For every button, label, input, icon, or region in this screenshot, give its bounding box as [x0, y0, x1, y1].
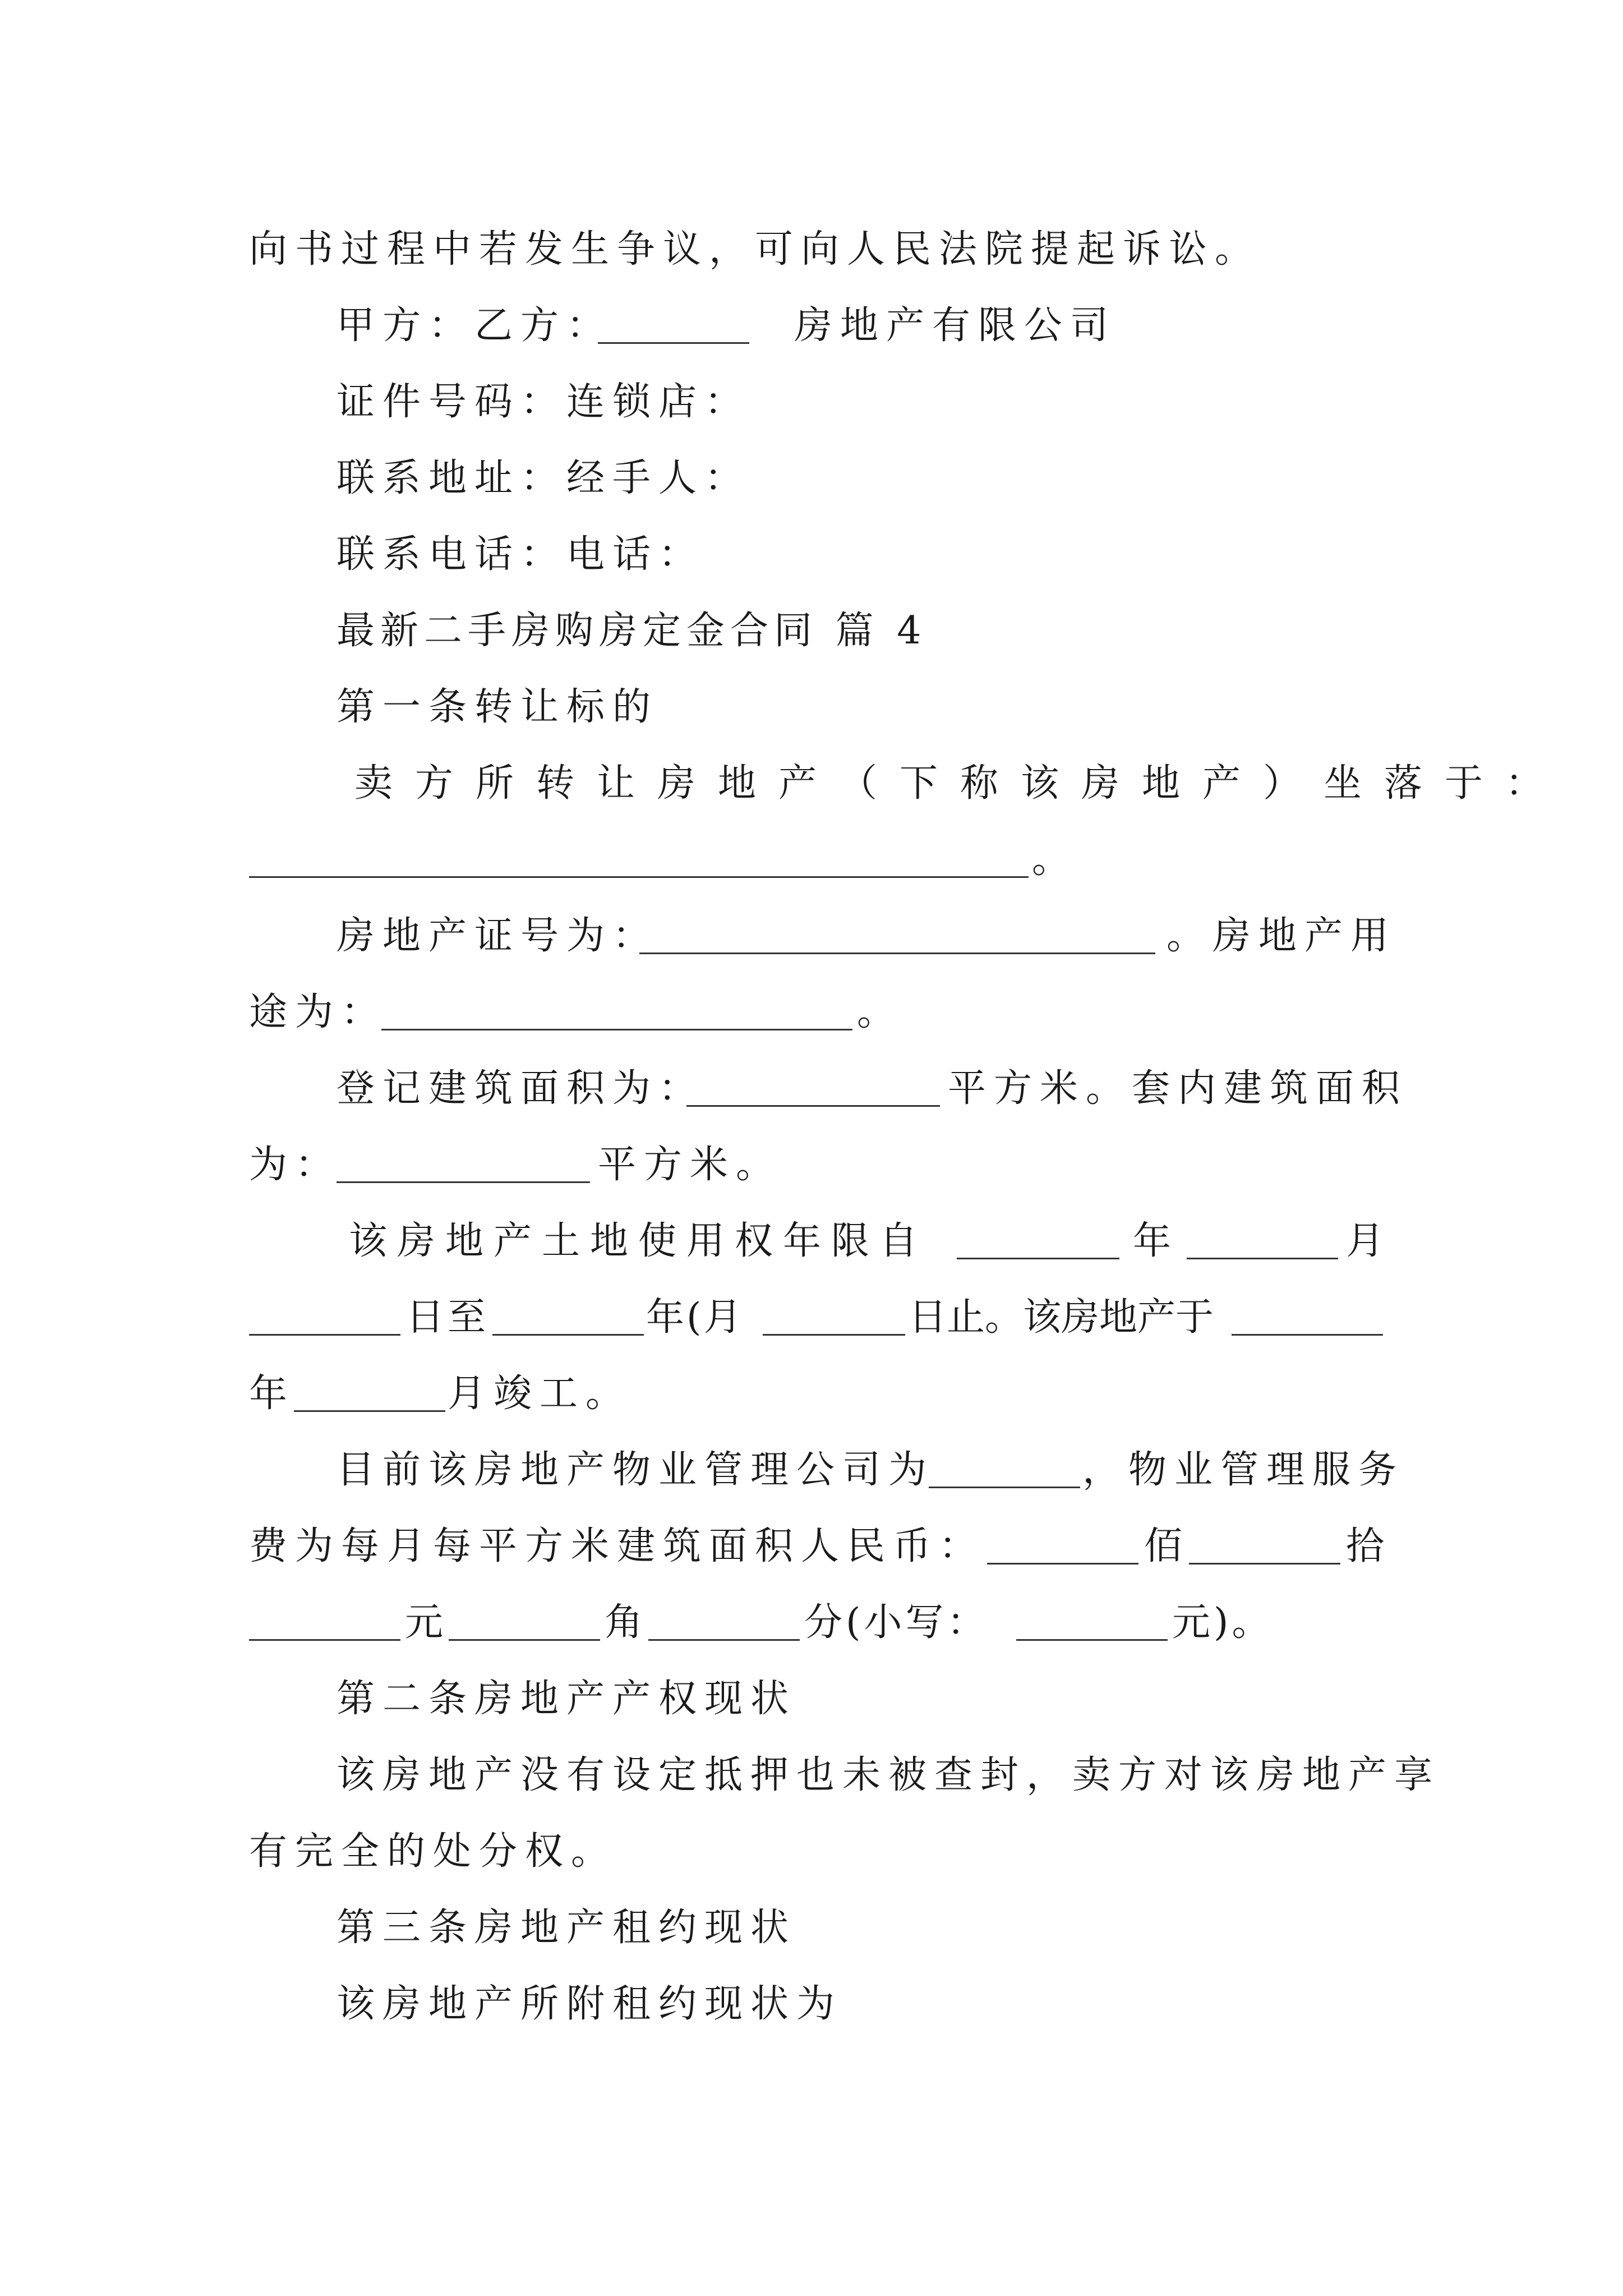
clause-text: 佰: [1144, 1524, 1183, 1568]
fill-in-blank[interactable]: [249, 876, 1029, 878]
fill-in-blank[interactable]: [1016, 1639, 1168, 1641]
article-1-heading: 第一条转让标的: [336, 685, 659, 729]
address-labels: 联系地址：经手人：: [336, 456, 751, 500]
phone-labels: 联系电话：电话：: [336, 532, 705, 577]
clause-text: 为：: [249, 1143, 342, 1187]
clause-text: 该房地产土地使用权年限自: [349, 1219, 928, 1263]
clause-text: 费为每月每平方米建筑面积人民币：: [249, 1524, 985, 1568]
clause-text: 登记建筑面积为：: [336, 1066, 705, 1111]
fill-in-blank[interactable]: [763, 1334, 905, 1336]
fill-in-blank[interactable]: [1187, 1258, 1338, 1259]
clause-text: 年: [1133, 1219, 1172, 1263]
clause-text: 日至: [406, 1295, 490, 1340]
company-suffix: 房地产有限公司: [794, 303, 1117, 348]
fill-in-blank[interactable]: [381, 1029, 852, 1030]
clause-text: 年: [249, 1372, 288, 1416]
fill-in-blank[interactable]: [249, 1334, 400, 1336]
article-2-heading: 第二条房地产产权现状: [336, 1677, 797, 1721]
fill-in-blank[interactable]: [957, 1258, 1119, 1259]
article-3-heading: 第三条房地产租约现状: [336, 1906, 797, 1950]
clause-text: 。房地产用: [1166, 914, 1397, 958]
clause-text: 平方米。套内建筑面积: [948, 1066, 1408, 1111]
fill-in-blank[interactable]: [929, 1487, 1080, 1488]
clause-text: 年(月: [646, 1295, 744, 1340]
clause-text: 月竣工。: [448, 1372, 632, 1416]
fill-in-blank[interactable]: [449, 1639, 600, 1641]
party-labels: 甲方：乙方：: [336, 303, 613, 348]
clause-text: ，物业管理服务: [1082, 1448, 1405, 1492]
clause-text: 房地产证号为：: [336, 914, 659, 958]
clause-text: 卖方所转让房地产（下称该房地产）坐落于：: [354, 761, 1566, 806]
contract-title: 最新二手房购房定金合同 篇 4: [336, 609, 927, 653]
clause-text: 。: [1032, 838, 1071, 882]
clause-text: 平方米。: [598, 1143, 782, 1187]
fill-in-blank[interactable]: [1189, 1563, 1340, 1565]
clause-text: 有完全的处分权。: [249, 1829, 617, 1874]
fill-in-blank[interactable]: [598, 342, 749, 344]
clause-text: 元)。: [1172, 1600, 1274, 1645]
clause-text: 角: [605, 1600, 643, 1645]
clause-text: 。: [857, 990, 896, 1034]
id-labels: 证件号码：连锁店：: [336, 380, 751, 424]
fill-in-blank[interactable]: [294, 1410, 445, 1412]
fill-in-blank[interactable]: [249, 1639, 400, 1641]
fill-in-blank[interactable]: [987, 1563, 1138, 1565]
clause-text: 月: [1346, 1219, 1385, 1263]
fill-in-blank[interactable]: [492, 1334, 644, 1336]
clause-text: 拾: [1346, 1524, 1385, 1568]
fill-in-blank[interactable]: [648, 1639, 800, 1641]
clause-text: 该房地产所附租约现状为: [336, 1982, 843, 2026]
clause-text: 元: [405, 1600, 444, 1645]
fill-in-blank[interactable]: [1232, 1334, 1383, 1336]
fill-in-blank[interactable]: [686, 1105, 940, 1107]
clause-text: 途为：: [249, 990, 388, 1034]
clause-text: 分(小写：: [804, 1600, 989, 1645]
clause-text: 日止。该房地产于: [909, 1295, 1214, 1340]
clause-text: 目前该房地产物业管理公司为: [336, 1448, 935, 1492]
fill-in-blank[interactable]: [336, 1181, 590, 1183]
clause-text: 向书过程中若发生争议，可向人民法院提起诉讼。: [249, 227, 1261, 272]
clause-text: 该房地产没有设定抵押也未被查封，卖方对该房地产享: [336, 1753, 1441, 1797]
fill-in-blank[interactable]: [639, 953, 1155, 954]
